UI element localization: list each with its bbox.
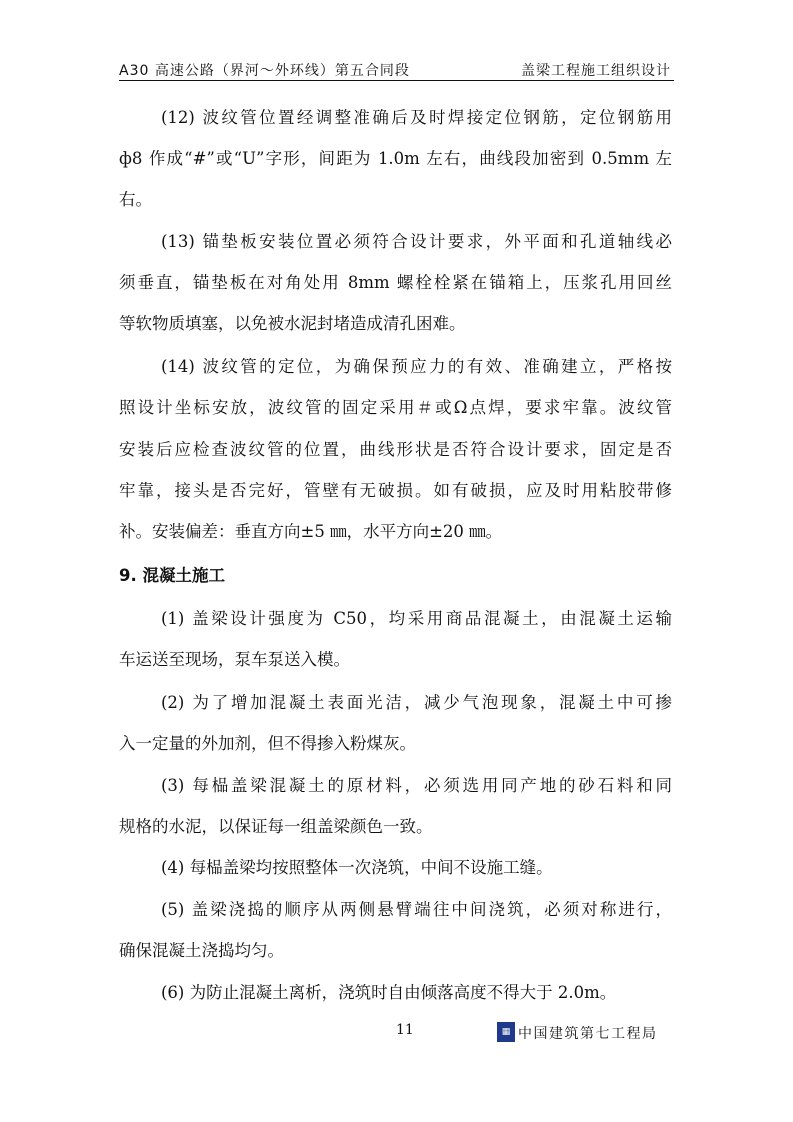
- text-line: 入一定量的外加剂，但不得掺入粉煤灰。: [119, 734, 416, 753]
- page-number: 11: [396, 1022, 414, 1038]
- text-line: (4) 每榀盖梁均按照整体一次浇筑，中间不设施工缝。: [161, 858, 553, 877]
- text-line: (1) 盖梁设计强度为 C50，均采用商品混凝土，由混凝土运输: [161, 609, 672, 628]
- text-line: 牢靠，接头是否完好，管壁有无破损。如有破损，应及时用粘胶带修: [119, 481, 672, 500]
- text-line: (13) 锚垫板安装位置必须符合设计要求，外平面和孔道轴线必: [161, 232, 672, 251]
- text-line: (3) 每榀盖梁混凝土的原材料，必须选用同产地的砂石料和同: [161, 776, 672, 795]
- text-line: (6) 为防止混凝土离析，浇筑时自由倾落高度不得大于 2.0m。: [161, 983, 617, 1002]
- text-line: (12) 波纹管位置经调整准确后及时焊接定位钢筋，定位钢筋用: [161, 108, 672, 127]
- text-line: 补。安装偏差：垂直方向±5 ㎜，水平方向±20 ㎜。: [119, 522, 503, 541]
- text-line: 安装后应检查波纹管的位置，曲线形状是否符合设计要求，固定是否: [119, 440, 672, 459]
- text-line: 规格的水泥，以保证每一组盖梁颜色一致。: [119, 817, 433, 836]
- header-rule: [119, 80, 674, 81]
- text-line: 须垂直，锚垫板在对角处用 8mm 螺栓栓紧在锚箱上，压浆孔用回丝: [119, 273, 672, 292]
- text-line: 车运送至现场，泵车泵送入模。: [119, 650, 350, 669]
- company-name: 中国建筑第七工程局: [518, 1026, 658, 1042]
- text-line: 等软物质填塞，以免被水泥封堵造成清孔困难。: [119, 314, 466, 333]
- section-heading: 9. 混凝土施工: [119, 566, 225, 585]
- text-line: ф8 作成“#”或“U”字形，间距为 1.0m 左右，曲线段加密到 0.5mm 左: [119, 149, 672, 168]
- header-document-title: 盖梁工程施工组织设计: [521, 63, 671, 79]
- text-line: 右。: [119, 190, 152, 209]
- company-logo-icon: ▦: [497, 1022, 515, 1042]
- text-line: (2) 为了增加混凝土表面光洁，减少气泡现象，混凝土中可掺: [161, 693, 672, 712]
- text-line: 确保混凝土浇捣均匀。: [119, 941, 284, 960]
- text-line: 照设计坐标安放，波纹管的固定采用＃或Ω点焊，要求牢靠。波纹管: [119, 398, 672, 417]
- text-line: (5) 盖梁浇捣的顺序从两侧悬臂端往中间浇筑，必须对称进行，: [161, 900, 672, 919]
- text-line: (14) 波纹管的定位，为确保预应力的有效、准确建立，严格按: [161, 357, 672, 376]
- header-project-title: A30 高速公路（界河～外环线）第五合同段: [119, 63, 410, 79]
